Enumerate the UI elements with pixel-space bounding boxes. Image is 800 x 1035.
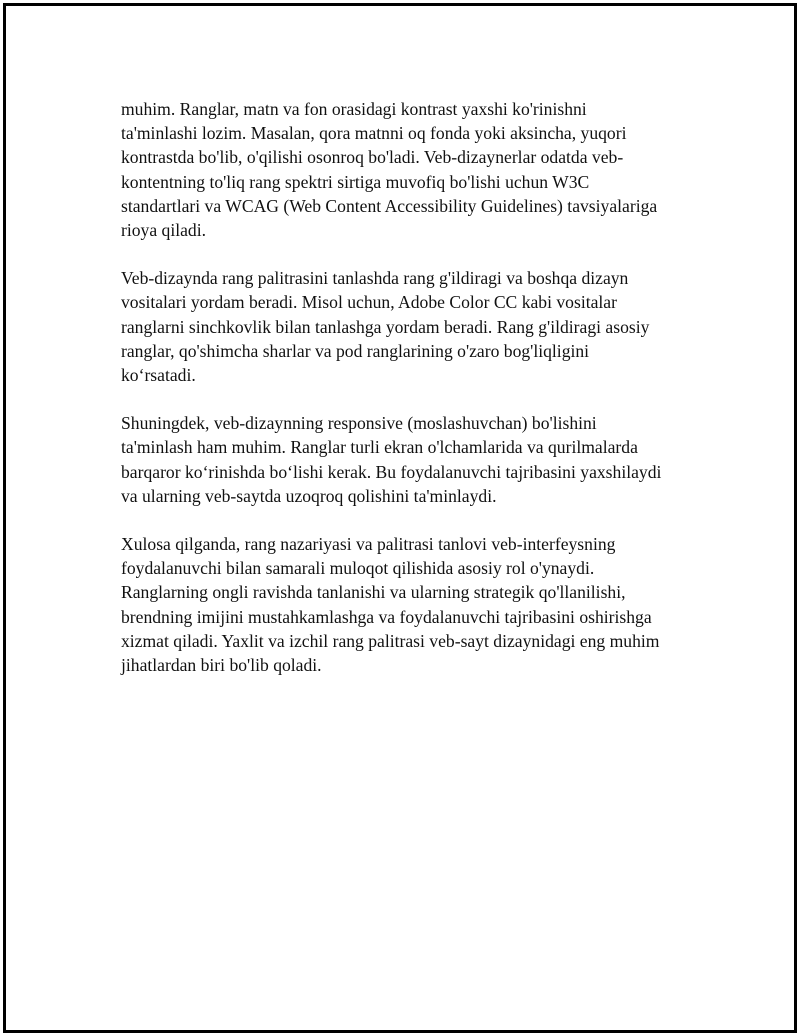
text-line: Xulosa qilganda, rang nazariyasi va palitrasi tanlovi veb-interfeysning (121, 534, 616, 555)
paragraph-1 (121, 97, 691, 242)
text-line: kontentning to'liq rang spektri sirtiga muvofiq bo'lishi uchun W3C (121, 171, 590, 192)
text-line: ranglarni sinchkovlik bilan tanlashga yordam beradi. Rang g'ildiragi asosiy (121, 316, 650, 337)
text-line: va ularning veb-saytda uzoqroq qolishini ta'minlaydi. (121, 485, 497, 506)
paragraph-2 (121, 266, 691, 387)
text-line: barqaror koʻrinishda boʻlishi kerak. Bu foydalanuvchi tajribasini yaxshilaydi (121, 461, 662, 482)
text-line: standartlari va WCAG (Web Content Accessibility Guidelines) tavsiyalariga (121, 195, 658, 216)
text-line: xizmat qiladi. Yaxlit va izchil rang palitrasi veb-sayt dizaynidagi eng muhim (121, 630, 660, 651)
paragraph-4 (121, 532, 691, 677)
text-line: Shuningdek, veb-dizaynning responsive (moslashuvchan) bo'lishini (121, 413, 597, 434)
text-line: rioya qiladi. (121, 220, 207, 241)
text-line: jihatlardan biri bo'lib qoladi. (121, 655, 322, 676)
text-line: vositalari yordam beradi. Misol uchun, Adobe Color CC kabi vositalar (121, 292, 617, 313)
text-line: kontrastda bo'lib, o'qilishi osonroq bo'ladi. Veb-dizaynerlar odatda veb- (121, 147, 624, 168)
text-line: ranglar, qo'shimcha sharlar va pod ranglarining o'zaro bog'liqligini (121, 340, 590, 361)
document-body (121, 97, 691, 701)
text-line: Ranglarning ongli ravishda tanlanishi va ularning strategik qo'llanilishi, (121, 582, 626, 603)
text-line: brendning imijini mustahkamlashga va foydalanuvchi tajribasini oshirishga (121, 606, 652, 627)
text-line: koʻrsatadi. (121, 365, 196, 386)
text-line: muhim. Ranglar, matn va fon orasidagi kontrast yaxshi ko'rinishni (121, 99, 587, 119)
paragraph-3 (121, 411, 691, 508)
text-line: Veb-dizaynda rang palitrasini tanlashda rang g'ildiragi va boshqa dizayn (121, 268, 629, 289)
document-page (3, 3, 797, 1033)
text-line: ta'minlash ham muhim. Ranglar turli ekran o'lchamlarida va qurilmalarda (121, 437, 638, 458)
text-line: ta'minlashi lozim. Masalan, qora matnni oq fonda yoki aksincha, yuqori (121, 123, 627, 144)
text-line: foydalanuvchi bilan samarali muloqot qilishida asosiy rol o'ynaydi. (121, 558, 595, 579)
